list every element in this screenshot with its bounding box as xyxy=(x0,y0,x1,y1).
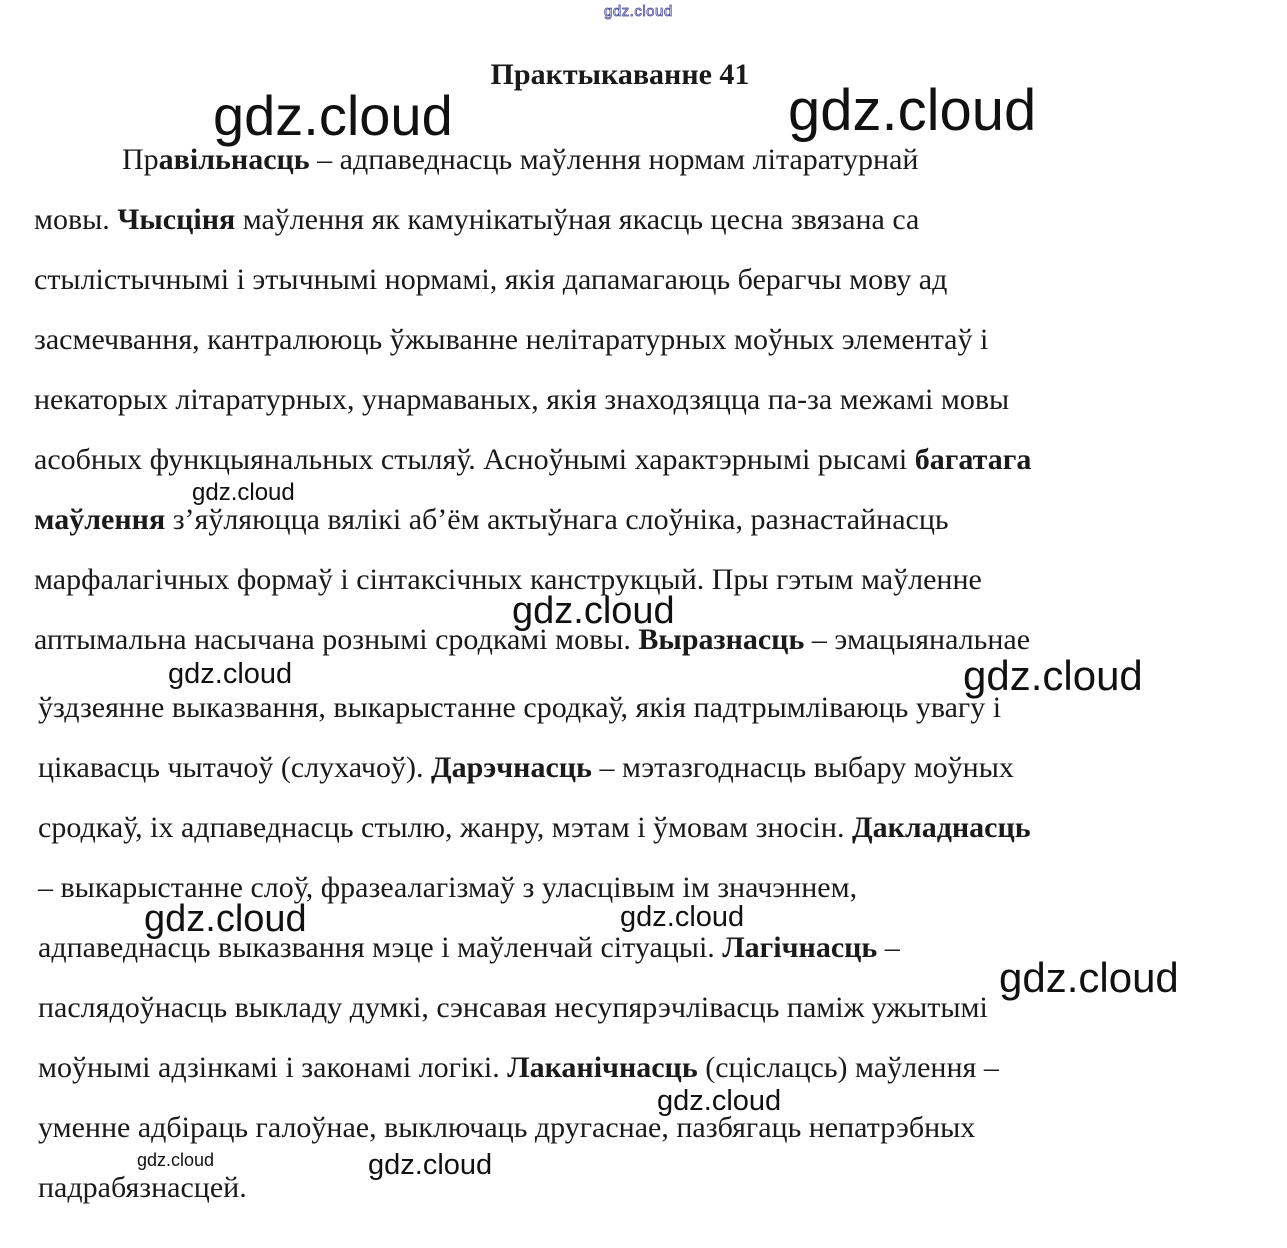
bold-term: Выразнасць xyxy=(638,623,805,656)
watermark-text: gdz.cloud xyxy=(963,652,1143,699)
text-run: паслядоўнасць выкладу думкі, сэнсавая несупярэчлівасць паміж ужытымі xyxy=(38,991,988,1024)
watermark-text: gdz.cloud xyxy=(168,658,293,690)
text-run: – эмацыянальнае xyxy=(804,623,1031,656)
text-line xyxy=(122,142,918,178)
text-run: марфалагічных формаў і сінтаксічных канструкцый. Пры гэтым маўленне xyxy=(34,563,982,596)
text-run: з’яўляюцца вялікі аб’ём актыўнага слоўніка, разнастайнасць xyxy=(165,503,949,536)
bold-term: маўлення xyxy=(34,503,166,536)
text-run: уменне адбіраць галоўнае, выключаць другаснае, пазбягаць непатрэбных xyxy=(38,1111,976,1144)
text-line xyxy=(34,502,949,538)
text-run: засмечвання, кантралююць ўжыванне нелітаратурных моўных элементаў і xyxy=(34,323,989,356)
bold-term: багатага xyxy=(914,443,1032,476)
watermark-text: gdz.cloud xyxy=(368,1149,493,1181)
text-run: ўздзеянне выказвання, выкарыстанне сродкаў, якія падтрымліваюць увагу і xyxy=(38,691,1002,724)
watermark-text: gdz.cloud xyxy=(512,590,675,632)
text-run: адпаведнасць выказвання мэце і маўленчай сітуацыі. xyxy=(38,931,723,964)
watermark-text: gdz.cloud xyxy=(213,84,453,147)
text-run: мовы. xyxy=(34,203,118,236)
text-line xyxy=(34,202,919,238)
watermark-text: gdz.cloud xyxy=(144,898,307,940)
watermark-text: gdz.cloud xyxy=(620,901,745,933)
bold-term: Чысціня xyxy=(117,203,236,236)
text-run: – выкарыстанне слоў, фразеалагізмаў з уласцівым ім значэннем, xyxy=(38,871,858,904)
text-line xyxy=(34,382,1009,418)
text-run: маўлення як камунікатыўная якасць цесна звязана са xyxy=(235,203,920,236)
text-run: – мэтазгоднасць выбару моўных xyxy=(591,751,1014,784)
text-run: асобных функцыянальных стыляў. Асноўнымі характэрнымі рысамі xyxy=(34,443,915,476)
text-run: – адпаведнасць маўлення нормам літаратурнай xyxy=(309,143,919,176)
text-line xyxy=(38,750,1014,786)
bold-term: Дарэчнасць xyxy=(430,751,592,784)
text-line xyxy=(38,990,988,1026)
text-line xyxy=(38,690,1001,726)
text-line xyxy=(34,322,988,358)
bold-term: Дакладнасць xyxy=(851,811,1031,844)
text-line xyxy=(38,1110,975,1146)
bold-term: авільнасць xyxy=(158,143,310,176)
watermark-text: gdz.cloud xyxy=(657,1085,782,1117)
text-line xyxy=(38,1170,247,1206)
text-run: – xyxy=(877,931,900,964)
text-run: аптымальна насычана рознымі сродкамі мовы. xyxy=(34,623,639,656)
text-line xyxy=(34,442,1031,478)
watermark-text: gdz.cloud xyxy=(788,78,1037,143)
text-run: падрабязнасцей. xyxy=(38,1171,247,1204)
page-title: Практыкаванне 41 xyxy=(490,58,750,91)
text-run: некаторых літаратурных, унармаваных, якія знаходзяцца па-за межамі мовы xyxy=(34,383,1010,416)
bold-term: Лаканічнасць xyxy=(507,1051,698,1084)
watermark-text: gdz.cloud xyxy=(137,1150,215,1170)
watermark-text: gdz.cloud xyxy=(192,479,295,506)
bold-term: Лагічнасць xyxy=(722,931,878,964)
text-line xyxy=(34,562,982,598)
header-watermark: gdz.cloud xyxy=(604,3,673,20)
text-run: Пр xyxy=(122,143,159,176)
text-line xyxy=(38,810,1031,846)
text-run: (сціслацсь) маўлення – xyxy=(697,1051,999,1084)
text-line xyxy=(38,1050,999,1086)
text-run: сродкаў, іх адпаведнасць стылю, жанру, мэтам і ўмовам зносін. xyxy=(38,811,852,844)
text-run: цікавасць чытачоў (слухачоў). xyxy=(38,751,431,784)
text-run: стылістычнымі і этычнымі нормамі, якія дапамагаюць берагчы мову ад xyxy=(34,263,948,296)
watermark-text: gdz.cloud xyxy=(999,954,1179,1001)
text-line xyxy=(34,262,947,298)
text-run: моўнымі адзінкамі і законамі логікі. xyxy=(38,1051,508,1084)
